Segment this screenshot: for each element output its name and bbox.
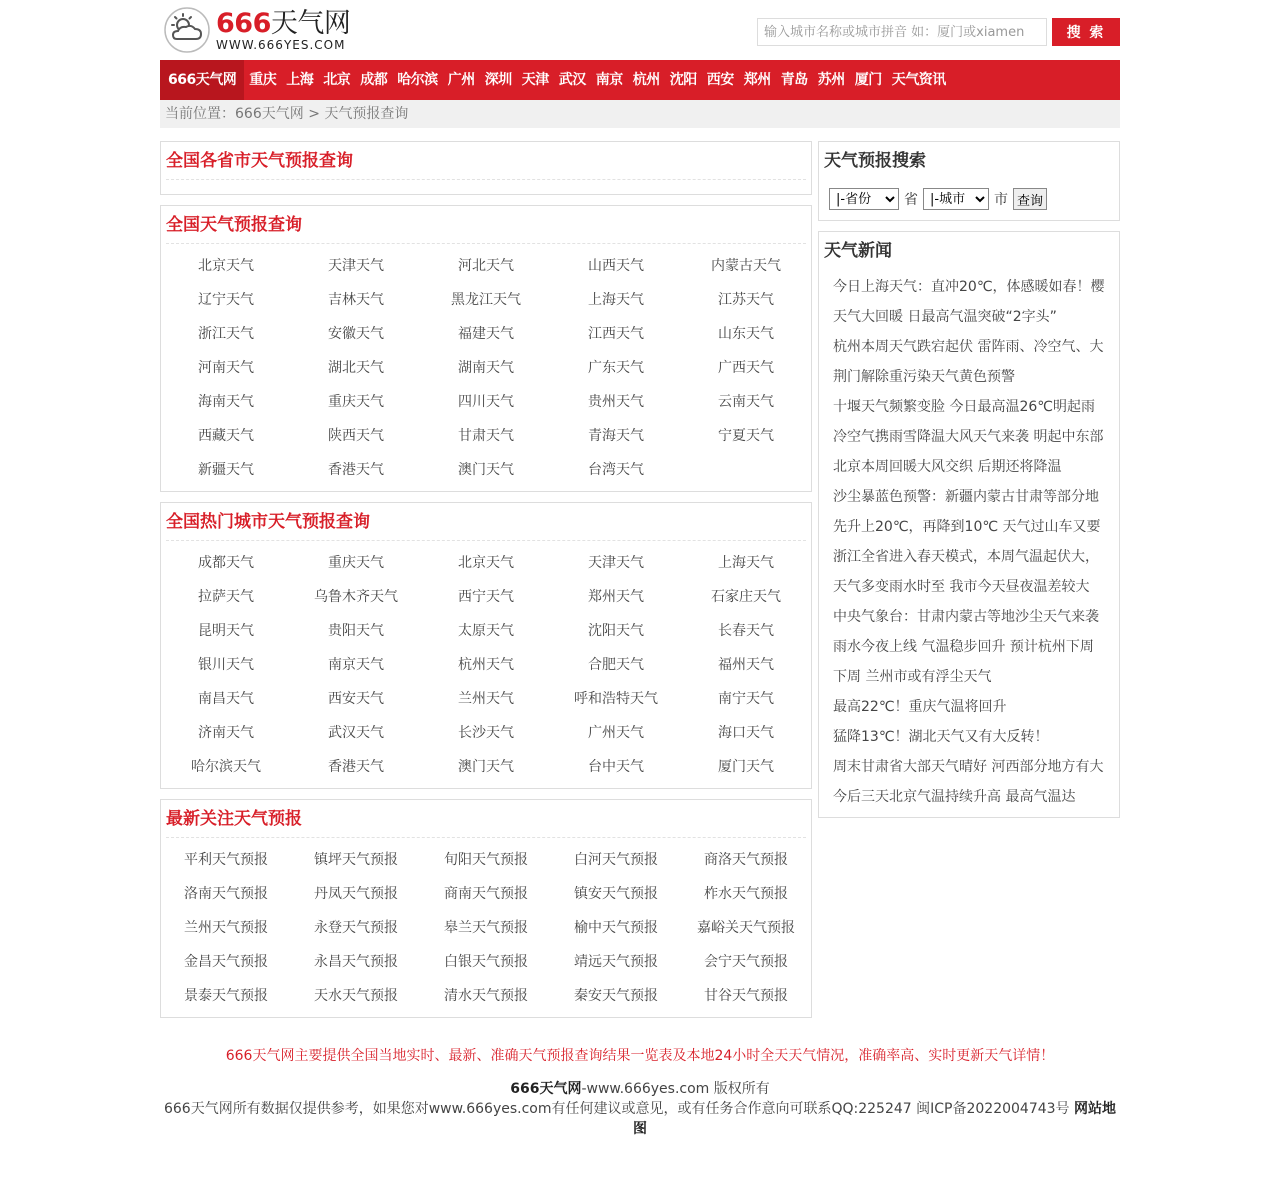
national-forecast-section [160,205,812,492]
forecast-link[interactable]: 云南天气 [718,394,774,410]
nav-item[interactable]: 北京 [323,72,351,88]
section-title: 全国热门城市天气预报查询 [166,503,806,541]
main-content [160,141,1120,1028]
forecast-link[interactable]: 商南天气预报 [444,886,528,902]
weather-news-box [818,231,1120,818]
nav-item[interactable]: 沈阳 [669,72,697,88]
forecast-link[interactable]: 兰州天气 [458,691,514,707]
news-link[interactable]: 冷空气携雨雪降温大风天气来袭 明起中东部 [833,429,1104,445]
sidebar-title: 天气新闻 [824,241,892,261]
forecast-link[interactable]: 杭州天气 [458,657,514,673]
forecast-link[interactable]: 青海天气 [588,428,644,444]
forecast-link[interactable]: 香港天气 [328,759,384,775]
forecast-link[interactable]: 哈尔滨天气 [191,759,261,775]
news-link[interactable]: 下周 兰州市或有浮尘天气 [833,669,992,685]
forecast-link[interactable]: 拉萨天气 [198,589,254,605]
nav-item[interactable]: 天津 [521,72,549,88]
city-search-input[interactable] [757,18,1047,46]
forecast-link[interactable]: 辽宁天气 [198,292,254,308]
copyright-text: -www.666yes.com 版权所有 [581,1081,770,1097]
forecast-link[interactable]: 贵阳天气 [328,623,384,639]
forecast-link[interactable]: 海口天气 [718,725,774,741]
forecast-link[interactable]: 湖北天气 [328,360,384,376]
section-title: 全国天气预报查询 [166,206,806,244]
nav-item[interactable]: 深圳 [484,72,512,88]
query-button[interactable]: 查询 [1013,188,1047,210]
breadcrumb-prefix: 当前位置： [165,106,235,122]
forecast-link[interactable]: 靖远天气预报 [574,954,658,970]
forecast-link[interactable]: 安徽天气 [328,326,384,342]
forecast-link[interactable]: 清水天气预报 [444,988,528,1004]
news-link[interactable]: 先升上20℃，再降到10℃ 天气过山车又要 [833,519,1101,535]
nav-item[interactable]: 西安 [706,72,734,88]
forecast-search-box [818,141,1120,221]
forecast-link[interactable]: 武汉天气 [328,725,384,741]
nav-item[interactable]: 哈尔滨 [397,72,438,88]
nav-item[interactable]: 苏州 [817,72,845,88]
forecast-link[interactable]: 山西天气 [588,258,644,274]
forecast-link[interactable]: 石家庄天气 [711,589,781,605]
forecast-link[interactable]: 广西天气 [718,360,774,376]
forecast-link[interactable]: 嘉峪关天气预报 [697,920,795,936]
footer-note [160,1099,1120,1139]
forecast-link[interactable]: 江苏天气 [718,292,774,308]
forecast-link[interactable]: 合肥天气 [588,657,644,673]
forecast-link[interactable]: 旬阳天气预报 [444,852,528,868]
forecast-link[interactable]: 福州天气 [718,657,774,673]
city-select[interactable] [923,188,989,210]
forecast-link[interactable]: 新疆天气 [198,462,254,478]
forecast-link[interactable]: 内蒙古天气 [711,258,781,274]
forecast-link[interactable]: 甘谷天气预报 [704,988,788,1004]
search-button[interactable]: 搜 索 [1052,18,1120,46]
page [160,0,1120,1139]
footer-copyright [160,1079,1120,1099]
forecast-link[interactable]: 银川天气 [198,657,254,673]
section-title: 最新关注天气预报 [166,800,806,838]
forecast-link[interactable]: 洛南天气预报 [184,886,268,902]
forecast-link[interactable]: 济南天气 [198,725,254,741]
copyright-site-name: 666天气网 [510,1081,582,1097]
logo-title [216,7,351,39]
forecast-link[interactable]: 昆明天气 [198,623,254,639]
forecast-link[interactable]: 重庆天气 [328,555,384,571]
forecast-link[interactable]: 西宁天气 [458,589,514,605]
news-link[interactable]: 今日上海天气：直冲20℃，体感暖如春！樱 [833,279,1105,295]
forecast-link[interactable]: 白银天气预报 [444,954,528,970]
forecast-link[interactable]: 台中天气 [588,759,644,775]
forecast-link[interactable]: 台湾天气 [588,462,644,478]
forecast-link[interactable]: 西藏天气 [198,428,254,444]
nav-item[interactable]: 天气资讯 [891,72,946,88]
link-grid [161,541,811,788]
news-list [819,270,1119,817]
footer-note-text: 666天气网所有数据仅提供参考，如果您对www.666yes.com有任何建议或意见，或有任务合作意向可联系QQ:225247 闽ICP备2022004743号 [163,1101,1070,1117]
nav-item[interactable]: 青岛 [780,72,808,88]
header [160,0,1120,60]
logo-name: 天气网 [270,7,351,39]
forecast-link[interactable]: 甘肃天气 [458,428,514,444]
news-link[interactable]: 沙尘暴蓝色预警：新疆内蒙古甘肃等部分地 [833,489,1099,505]
latest-forecast-section [160,799,812,1018]
forecast-link[interactable]: 长沙天气 [458,725,514,741]
sidebar-title: 天气预报搜索 [824,151,926,171]
forecast-link[interactable]: 陕西天气 [328,428,384,444]
news-link[interactable]: 中央气象台：甘肃内蒙古等地沙尘天气来袭 [833,609,1099,625]
forecast-link[interactable]: 长春天气 [718,623,774,639]
forecast-link[interactable]: 呼和浩特天气 [574,691,658,707]
forecast-link[interactable]: 黑龙江天气 [451,292,521,308]
forecast-link[interactable]: 江西天气 [588,326,644,342]
forecast-link[interactable]: 镇坪天气预报 [314,852,398,868]
breadcrumb-separator: > [308,106,320,122]
forecast-link[interactable]: 太原天气 [458,623,514,639]
forecast-link[interactable]: 四川天气 [458,394,514,410]
right-sidebar [818,141,1120,1028]
province-select[interactable] [829,188,899,210]
forecast-link[interactable]: 河北天气 [458,258,514,274]
nav-item[interactable]: 南京 [595,72,623,88]
left-column [160,141,812,1028]
forecast-link[interactable]: 广东天气 [588,360,644,376]
sitemap-link[interactable]: 网站地图 [633,1101,1117,1137]
forecast-link[interactable]: 金昌天气预报 [184,954,268,970]
forecast-link[interactable]: 郑州天气 [588,589,644,605]
forecast-link[interactable]: 会宁天气预报 [704,954,788,970]
forecast-link[interactable]: 沈阳天气 [588,623,644,639]
nav-home[interactable]: 666天气网 [160,60,244,100]
news-link[interactable]: 浙江全省进入春天模式，本周气温起伏大， [833,549,1099,565]
link-grid [161,838,811,1017]
forecast-link[interactable]: 永昌天气预报 [314,954,398,970]
forecast-link[interactable]: 浙江天气 [198,326,254,342]
nav-item[interactable]: 广州 [447,72,475,88]
news-link[interactable]: 荆门解除重污染天气黄色预警 [833,369,1015,385]
section-title: 全国各省市天气预报查询 [166,142,806,180]
forecast-link[interactable]: 柞水天气预报 [704,886,788,902]
nav-item[interactable]: 郑州 [743,72,771,88]
forecast-link[interactable]: 海南天气 [198,394,254,410]
forecast-link[interactable]: 天津天气 [328,258,384,274]
forecast-link[interactable]: 成都天气 [198,555,254,571]
forecast-link[interactable]: 广州天气 [588,725,644,741]
forecast-link[interactable]: 景泰天气预报 [184,988,268,1004]
forecast-link[interactable]: 秦安天气预报 [574,988,658,1004]
logo-number: 666 [216,7,271,39]
breadcrumb-home-link[interactable]: 666天气网 [235,106,304,122]
nav-item[interactable]: 成都 [360,72,388,88]
forecast-link[interactable]: 白河天气预报 [574,852,658,868]
news-link[interactable]: 最高22℃！重庆气温将回升 [833,699,1007,715]
nav-item[interactable]: 上海 [286,72,314,88]
nav-item[interactable]: 厦门 [854,72,882,88]
breadcrumb-current: 天气预报查询 [324,106,409,122]
logo-domain: WWW.666YES.COM [216,37,346,52]
forecast-link[interactable]: 澳门天气 [458,759,514,775]
forecast-link[interactable]: 乌鲁木齐天气 [314,589,398,605]
breadcrumb [160,100,1120,128]
forecast-link[interactable]: 天水天气预报 [314,988,398,1004]
forecast-link[interactable]: 上海天气 [588,292,644,308]
news-link[interactable]: 今后三天北京气温持续升高 最高气温达 [833,789,1076,805]
nav-item[interactable]: 重庆 [249,72,277,88]
news-link[interactable]: 杭州本周天气跌宕起伏 雷阵雨、冷空气、大 [833,339,1104,355]
forecast-link[interactable]: 福建天气 [458,326,514,342]
forecast-link[interactable]: 贵州天气 [588,394,644,410]
hot-cities-section [160,502,812,789]
forecast-link[interactable]: 厦门天气 [718,759,774,775]
forecast-link[interactable]: 兰州天气预报 [184,920,268,936]
forecast-link[interactable]: 香港天气 [328,462,384,478]
forecast-link[interactable]: 河南天气 [198,360,254,376]
forecast-link[interactable]: 宁夏天气 [718,428,774,444]
forecast-link[interactable]: 商洛天气预报 [704,852,788,868]
forecast-link[interactable]: 皋兰天气预报 [444,920,528,936]
news-link[interactable]: 十堰天气频繁变脸 今日最高温26℃明起雨 [833,399,1095,415]
forecast-link[interactable]: 榆中天气预报 [574,920,658,936]
forecast-link[interactable]: 永登天气预报 [314,920,398,936]
forecast-link[interactable]: 平利天气预报 [184,852,268,868]
forecast-link[interactable]: 重庆天气 [328,394,384,410]
city-search [757,18,1120,46]
forecast-link[interactable]: 澳门天气 [458,462,514,478]
news-link[interactable]: 天气大回暖 日最高气温突破“2字头” [833,309,1057,325]
forecast-link[interactable]: 丹凤天气预报 [314,886,398,902]
forecast-link[interactable]: 上海天气 [718,555,774,571]
provinces-all-section [160,141,812,195]
news-link[interactable]: 周末甘肃省大部天气晴好 河西部分地方有大 [833,759,1104,775]
city-unit-label: 市 [994,192,1008,208]
forecast-link[interactable]: 北京天气 [458,555,514,571]
forecast-link[interactable]: 南宁天气 [718,691,774,707]
nav-item[interactable]: 武汉 [558,72,586,88]
weather-cloud-sun-icon [163,6,211,54]
news-link[interactable]: 北京本周回暖大风交织 后期还将降温 [833,459,1062,475]
news-link[interactable]: 天气多变雨水时至 我市今天昼夜温差较大 [833,579,1090,595]
news-link[interactable]: 猛降13℃！湖北天气又有大反转！ [833,729,1049,745]
forecast-link[interactable]: 镇安天气预报 [574,886,658,902]
province-unit-label: 省 [904,192,918,208]
forecast-link[interactable]: 南京天气 [328,657,384,673]
news-link[interactable]: 雨水今夜上线 气温稳步回升 预计杭州下周 [833,639,1094,655]
province-city-form [819,180,1119,220]
nav-item[interactable]: 杭州 [632,72,660,88]
logo-text [216,7,351,52]
forecast-link[interactable]: 吉林天气 [328,292,384,308]
forecast-link[interactable]: 山东天气 [718,326,774,342]
forecast-link[interactable]: 湖南天气 [458,360,514,376]
main-nav [160,60,1120,100]
forecast-link[interactable]: 西安天气 [328,691,384,707]
forecast-link[interactable]: 北京天气 [198,258,254,274]
footer-intro: 666天气网主要提供全国当地实时、最新、准确天气预报查询结果一览表及本地24小时全天天气情况，准确率高、实时更新天气详情！ [225,1048,1055,1064]
footer [160,1046,1120,1139]
forecast-link[interactable]: 南昌天气 [198,691,254,707]
link-grid [161,244,811,491]
forecast-link[interactable]: 天津天气 [588,555,644,571]
site-logo[interactable] [163,6,350,54]
